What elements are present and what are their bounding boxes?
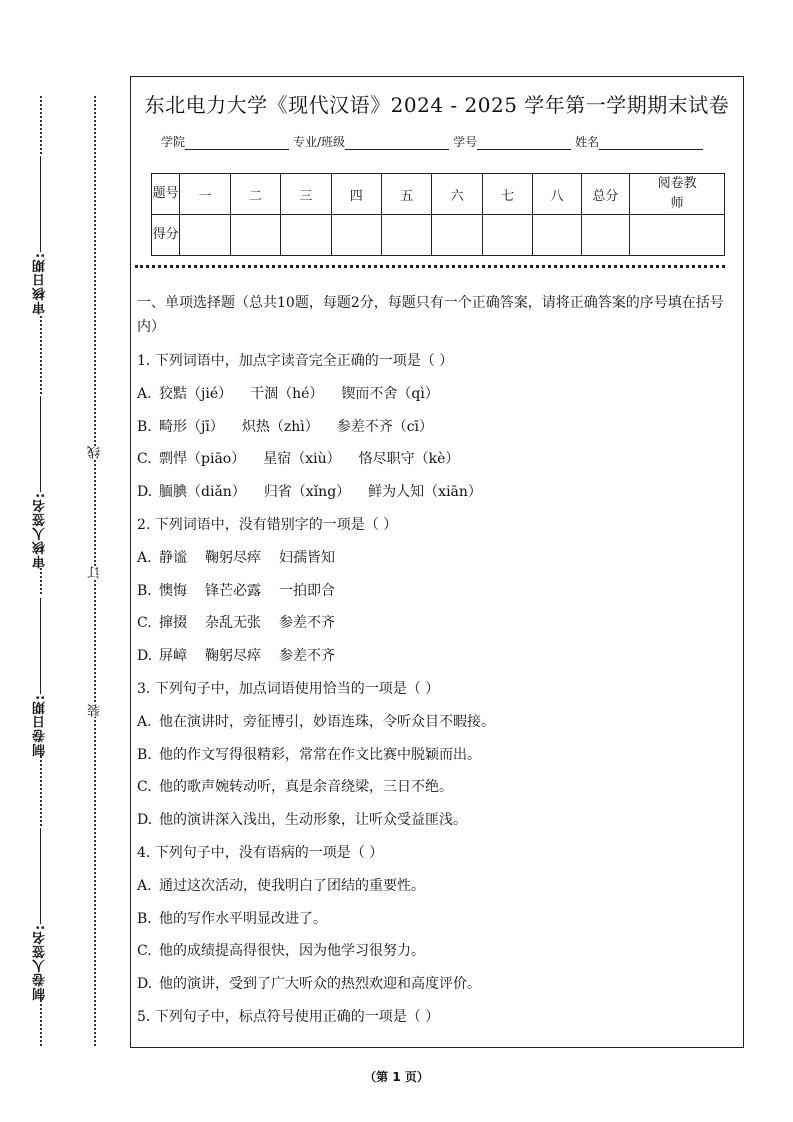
option-letter: C. — [137, 779, 152, 796]
question-stem: 1. 下列词语中，加点字读音完全正确的一项是（ ） — [137, 353, 454, 369]
option-part: 炽热（zhì） — [241, 418, 319, 435]
option-part: 归省（xǐng） — [263, 484, 351, 501]
binding-char-order: 订 — [88, 566, 103, 579]
option-letter: C. — [137, 451, 152, 468]
option-part: 星宿（xiù） — [263, 451, 341, 468]
option-item[interactable] — [137, 443, 733, 476]
option-part: 参差不齐 — [279, 615, 335, 632]
option-item[interactable] — [137, 935, 733, 968]
option-part: 鲜为人知（xiān） — [368, 484, 482, 501]
option-letter: A. — [137, 385, 152, 402]
review-margin — [28, 96, 52, 1046]
compile-date-label: 制卷日期: — [32, 694, 48, 757]
score-cell-2[interactable] — [230, 215, 280, 256]
compiler-signature-blank — [40, 828, 41, 924]
score-cell-grader[interactable] — [630, 215, 725, 256]
option-part: 撺掇 — [159, 615, 187, 632]
option-part: 恪尽职守（kè） — [358, 451, 460, 468]
option-letter: A. — [137, 713, 152, 730]
option-part: 参差不齐 — [279, 648, 335, 665]
exam-frame — [130, 76, 744, 1048]
score-table — [151, 173, 725, 256]
score-label: 得分 — [152, 215, 180, 256]
name-input[interactable] — [599, 135, 703, 150]
college-input[interactable] — [185, 135, 289, 150]
score-col-4: 四 — [331, 174, 381, 215]
score-col-2: 二 — [230, 174, 280, 215]
student-id-input[interactable] — [477, 135, 571, 150]
review-date-blank — [40, 156, 41, 252]
option-part: 懊悔 — [159, 582, 187, 599]
option-part: 锋芒必露 — [205, 582, 261, 599]
option-part: 妇孺皆知 — [279, 549, 335, 566]
option-part: 鞠躬尽瘁 — [205, 549, 261, 566]
score-col-total: 总分 — [581, 174, 629, 215]
option-letter: C. — [137, 943, 152, 960]
reviewer-signature-field[interactable] — [28, 394, 52, 568]
option-item[interactable] — [137, 575, 733, 608]
option-letter: D. — [137, 812, 153, 829]
compile-date-blank — [40, 598, 41, 694]
review-date-label: 审核日期: — [32, 252, 48, 315]
name-label: 姓名 — [575, 135, 600, 149]
option-letter: B. — [137, 910, 152, 927]
option-part: 腼腆（diǎn） — [159, 484, 246, 501]
option-text: 他的写作水平明显改进了。 — [159, 910, 327, 927]
option-item[interactable] — [137, 706, 733, 739]
score-col-3: 三 — [281, 174, 331, 215]
major-input[interactable] — [345, 135, 449, 150]
score-cell-7[interactable] — [482, 215, 532, 256]
section-divider — [135, 265, 725, 268]
option-item[interactable] — [137, 476, 733, 509]
option-letter: D. — [137, 976, 153, 993]
option-item[interactable] — [137, 903, 733, 936]
score-cell-3[interactable] — [281, 215, 331, 256]
student-info-row — [161, 133, 707, 150]
section-intro: 一、单项选择题（总共10题，每题2分，每题只有一个正确答案，请将正确答案的序号填在括号内） — [137, 295, 724, 335]
score-cell-5[interactable] — [381, 215, 431, 256]
option-item[interactable] — [137, 771, 733, 804]
compiler-signature-field[interactable] — [28, 826, 52, 1000]
binding-char-line: 线 — [88, 446, 103, 459]
score-col-6: 六 — [432, 174, 482, 215]
score-col-1: 一 — [180, 174, 230, 215]
reviewer-signature-blank — [40, 396, 41, 492]
score-table-score-row — [152, 215, 725, 256]
option-item[interactable] — [137, 378, 733, 411]
student-id-label: 学号 — [453, 135, 478, 149]
question-stem: 4. 下列句子中，没有语病的一项是（ ） — [137, 844, 384, 861]
question-stem: 3. 下列句子中，加点词语使用恰当的一项是（ ） — [137, 680, 440, 697]
binding-line — [86, 96, 102, 1046]
compiler-signature-label: 制卷人签名: — [32, 924, 48, 1001]
score-col-7: 七 — [482, 174, 532, 215]
question-stem: 2. 下列词语中，没有错别字的一项是（ ） — [137, 516, 398, 533]
option-item[interactable] — [137, 968, 733, 1001]
option-item[interactable] — [137, 804, 733, 837]
option-letter: A. — [137, 877, 152, 894]
option-letter: D. — [137, 648, 153, 665]
option-item[interactable] — [137, 607, 733, 640]
college-label: 学院 — [161, 135, 186, 149]
exam-title: 东北电力大学《现代汉语》2024 - 2025 学年第一学期期末试卷 — [144, 93, 730, 117]
compile-date-field[interactable] — [28, 596, 52, 756]
option-text: 他的演讲深入浅出，生动形象，让听众受益匪浅。 — [159, 812, 467, 829]
reviewer-signature-label: 审核人签名: — [32, 492, 48, 569]
score-cell-8[interactable] — [533, 215, 581, 256]
option-text: 他的演讲，受到了广大听众的热烈欢迎和高度评价。 — [159, 976, 481, 993]
option-item[interactable] — [137, 411, 733, 444]
option-letter: D. — [137, 484, 153, 501]
option-part: 干涸（hé） — [250, 385, 324, 402]
score-cell-1[interactable] — [180, 215, 230, 256]
option-item[interactable] — [137, 870, 733, 903]
option-text: 他的作文写得很精彩，常常在作文比赛中脱颖而出。 — [159, 746, 481, 763]
option-part: 狡黠（jié） — [159, 385, 233, 402]
option-part: 参差不齐（cī） — [336, 418, 434, 435]
option-text: 他的歌声婉转动听，真是余音绕梁，三日不绝。 — [159, 779, 453, 796]
option-letter: A. — [137, 549, 152, 566]
option-text: 通过这次活动，使我明白了团结的重要性。 — [159, 877, 425, 894]
option-part: 屏嶂 — [159, 648, 187, 665]
option-part: 杂乱无张 — [205, 615, 261, 632]
option-part: 锲而不舍（qì） — [341, 385, 439, 402]
option-part: 畸形（jī） — [159, 418, 224, 435]
option-part: 鞠躬尽瘁 — [205, 648, 261, 665]
score-cell-6[interactable] — [432, 215, 482, 256]
score-col-8: 八 — [533, 174, 581, 215]
option-letter: B. — [137, 418, 152, 435]
option-part: 静谧 — [159, 549, 187, 566]
question-body — [137, 291, 733, 1034]
page-number: （第 1 页） — [364, 1070, 429, 1084]
score-col-5: 五 — [381, 174, 431, 215]
option-text: 他在演讲时，旁征博引，妙语连珠，令听众目不暇接。 — [159, 713, 495, 730]
option-text: 他的成绩提高得很快，因为他学习很努力。 — [159, 943, 425, 960]
option-letter: B. — [137, 746, 152, 763]
option-letter: C. — [137, 615, 152, 632]
option-letter: B. — [137, 582, 152, 599]
question-stem: 5. 下列句子中，标点符号使用正确的一项是（ ） — [137, 1008, 440, 1025]
score-table-header-row — [152, 174, 725, 215]
major-label: 专业/班级 — [293, 135, 346, 149]
option-item[interactable] — [137, 640, 733, 673]
score-col-grader: 阅卷教师 — [630, 174, 725, 215]
score-cell-total[interactable] — [581, 215, 629, 256]
option-item[interactable] — [137, 739, 733, 772]
score-cell-4[interactable] — [331, 215, 381, 256]
option-part: 剽悍（piāo） — [159, 451, 246, 468]
option-part: 一拍即合 — [279, 582, 335, 599]
review-date-field[interactable] — [28, 154, 52, 314]
option-item[interactable] — [137, 542, 733, 575]
question-number-label: 题号 — [152, 174, 180, 215]
binding-char-install: 装 — [88, 704, 103, 717]
